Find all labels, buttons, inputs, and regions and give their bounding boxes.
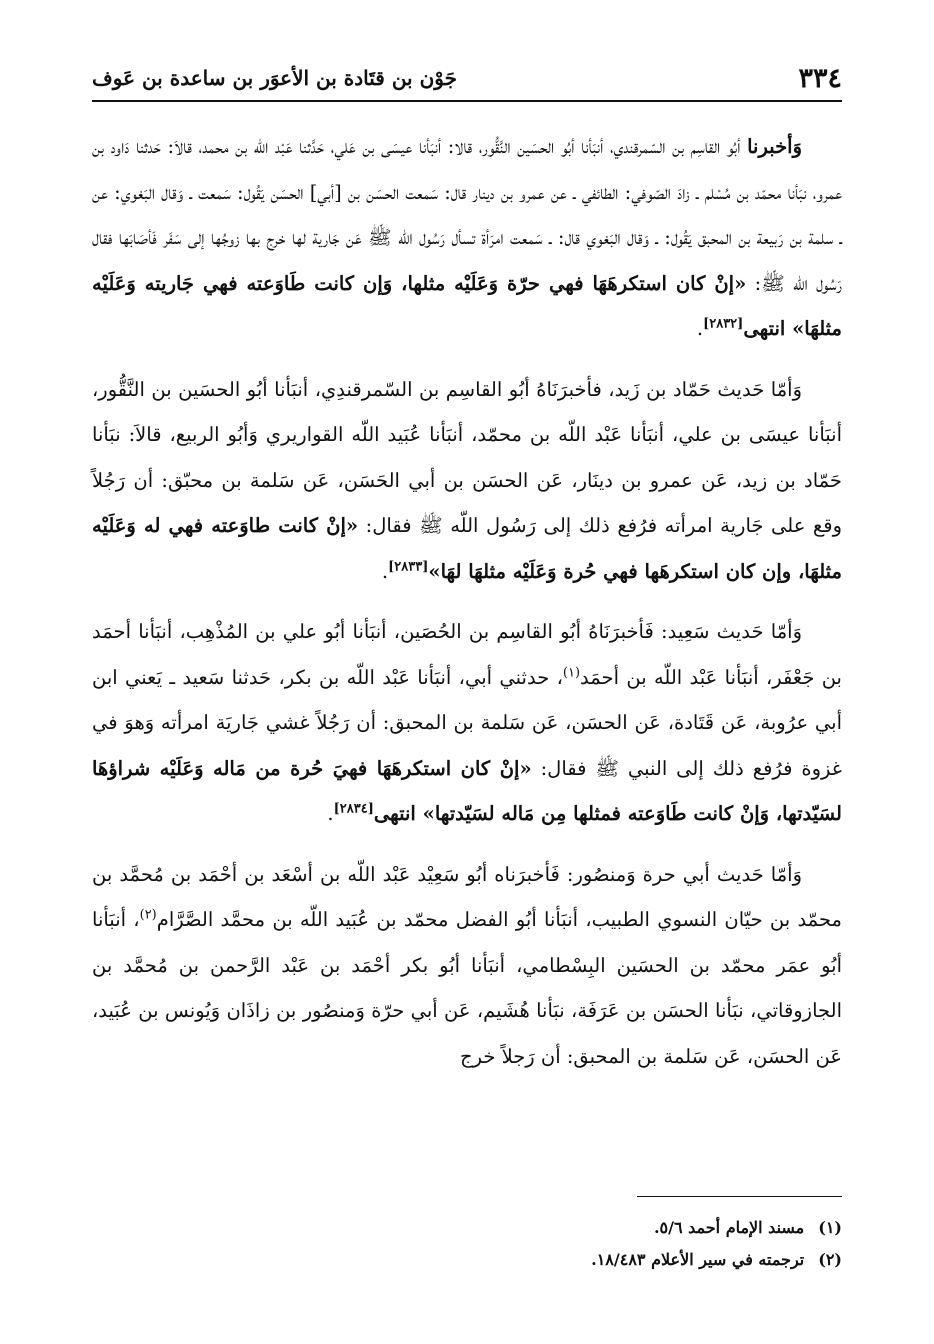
footnote-2 xyxy=(92,1244,842,1276)
footnote-number: (١) xyxy=(818,1218,842,1237)
footnote-marker[interactable]: (١) xyxy=(562,665,581,680)
running-title: جَوْن بن قتَادة بن الأعوَر بن ساعدة بن عَوف xyxy=(92,66,457,90)
hadith-number: [٢٨٣٢] xyxy=(703,316,744,332)
paragraph-text: أبُو القاسِم بن السّمرقندي، أنبَأنا أبُو الحسَين النَّقُّور، قالا: أنبَأنا عيسَى بن عَلي، حَدَّثنا عَبْد اللّه بن محمد، قالاَ: حَدثنا دَاود بن عمرو، نبَأنا محمّد بن مُسْلم ـ زادَ الصّوفي: الطائفي ـ عن عمرو بن دينار قال: سَمعت الحسَن بن [أبي] الحسَن يَقُول: سَمعت ـ وَقال البَغوي: عن ـ سلمة بن رَبيعة بن المحبق يَقُول: ـ وَقال البَغوي قال: ـ سَمعت امرَأة تسأل رَسُول اللّه ﷺ عَن جَارية لها خرج بها زوجُها إلى سَفَر فَأصَابَها فقال رَسُول اللّه ﷺ: xyxy=(92,135,842,295)
paragraph-text: وَأمّا حَديث أبي حرة وَمنصُور: فَأخبرَناه أبُو سَعِيْد عَبْد اللّه بن أسْعَد بن أحْمَد بن مُحمَّد بن محمّد بن حيّان النسوي الطبيب، أنبَأنا أبُو الفضل محمّد بن عُبَيد اللّه بن محمَّد الصَّرَّام xyxy=(92,862,842,931)
header-rule xyxy=(92,100,842,102)
footnote-text: ترجمته في سير الأعلام ١٨/٤٨٣. xyxy=(591,1250,805,1269)
end-dot: . xyxy=(327,802,334,825)
hadith-number: [٢٨٣٣] xyxy=(388,559,429,574)
end-dot: . xyxy=(696,317,704,340)
hadith-number: [٢٨٣٤] xyxy=(333,801,374,817)
hadith-quote: «إنْ كانت طاوَعته فهي له وَعَلَيْه مثلهَا، وإن كان استكرهَها فهي حُرة وَعَلَيْه مثلهَا لهَا» xyxy=(92,514,842,583)
hadith-quote: «إنْ كان استكرهَهَا فهيَ حُرة من مَاله وَعَلَيْه شراؤهَا لسَيّدتها، وَإنْ كانت طَاوَعته فمثلها مِن مَاله لسَيّدتها» xyxy=(92,756,842,825)
footnote-marker[interactable]: (٢) xyxy=(139,907,157,923)
end-dot: . xyxy=(381,559,389,583)
footnotes xyxy=(92,1212,842,1276)
page-number: ٣٣٤ xyxy=(798,62,842,94)
ending-word: انتهى xyxy=(743,317,793,340)
paragraph-2 xyxy=(92,367,842,595)
main-text xyxy=(92,124,842,1079)
paragraph-3 xyxy=(92,609,842,837)
paragraph-text: وَأمّا حَديث حَمّاد بن زَيد، فأخبرَنَاهُ أبُو القاسِم بن السّمرقندِي، أنبَأنا أبُو الحسَين بن النَّقُّور، أنبَأنا عيسَى بن علي، أنبَأنا عَبْد اللّه بن محمّد، أنبَأنا عُبَيد اللّه القواريري وَأبُو الربيع، قالاَ: نبَأنا حَمّاد بن زيد، عَن عمرو بن دينَار، عَن الحسَن بن أبي الحَسَن، عَن سَلمة بن محبّق: أن رَجُلاً وقع على جَارية امرأته فرُفع ذلك إلى رَسُول اللّه ﷺ فقال: xyxy=(92,377,843,537)
paragraph-text: وَأمّا حَديث سَعِيد: فَأخبرَنَاهُ أبُو القاسِم بن الحُصَين، أنبَأنا أبُو علي بن المُذْهِب، أنبَأنا أحمَد بن جَعْفَر، أنبَأنا عَبْد اللّه بن أحمَد xyxy=(92,620,842,689)
lead-word: وَأخبرنا xyxy=(747,135,802,158)
page-header xyxy=(92,56,842,100)
paragraph-text: ، حدثني أبي، أنبَأنا عَبْد اللّه بن بكر، حَدثنا سَعيد ـ يَعني ابن أبي عرُوبة، عَن قَتَادة، عَن الحسَن، عَن سَلمة بن المحبق: أن رَجُلاً غشي جَاريَة امرأته وَهوَ في غزوة فرُفع ذلك إلى النبي ﷺ فقال: xyxy=(92,665,843,780)
paragraph-1 xyxy=(92,124,842,352)
paragraph-4 xyxy=(92,852,842,1080)
hadith-quote: «إنْ كان استكرهَهَا فهي حرّة وَعَلَيْه مثلها، وَإن كانت طَاوَعته فهي جَاريته وَعَلَيْه مثلهَا» xyxy=(92,271,842,340)
footnote-separator xyxy=(637,1196,842,1197)
footnote-number: (٢) xyxy=(818,1250,842,1269)
footnote-text: مسند الإمام أحمد ٥/٦. xyxy=(653,1218,805,1237)
footnote-1 xyxy=(92,1212,842,1244)
paragraph-text: ، أنبَأنا أبُو عمَر محمّد بن الحسَين البِسْطامي، أنبَأنا أبُو بكر أحْمَد بن عَبْد الرَّحمن بن مُحمَّد بن الجازوقاتي، نبَأنا الحسَن بن عَرَفَة، نبَأنا هُشَيم، عَن أبي حرّة وَمنصُور بن زاذَان وَيُونس بن عُبَيد، عَن الحسَن، عَن سَلمة بن المحبق: أن رَجلاً خرج xyxy=(92,908,842,1068)
ending-word: انتهى xyxy=(373,802,423,825)
